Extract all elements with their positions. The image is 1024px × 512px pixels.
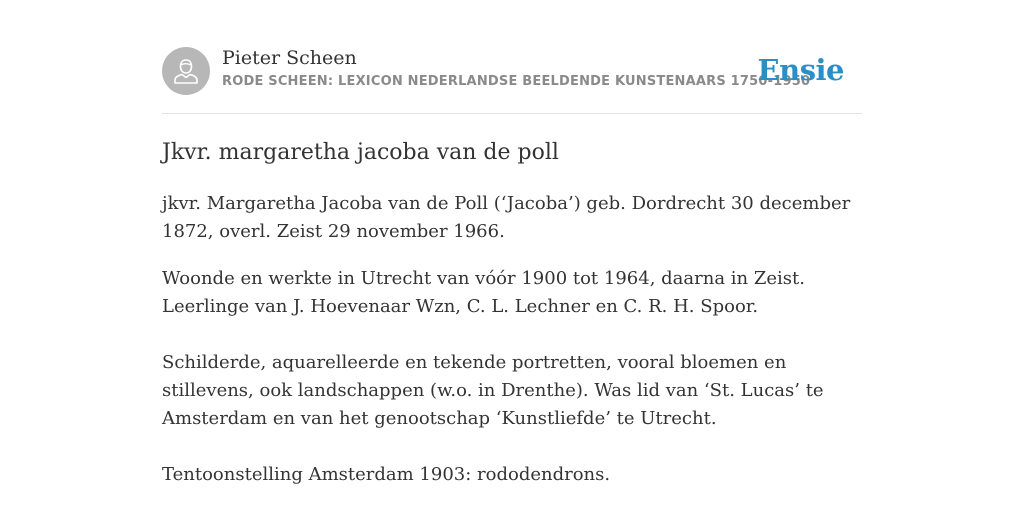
article-paragraph: Tentoonstelling Amsterdam 1903: rododendrons. [162, 464, 611, 485]
article-body [162, 190, 862, 508]
article-paragraph: Woonde en werkte in Utrecht van vóór 1900 tot 1964, daarna in Zeist. Leerlinge van J. Hoevenaar Wzn, C. L. Lechner en C. R. H. Spoor. [162, 268, 805, 317]
article-title: Jkvr. margaretha jacoba van de poll [162, 140, 559, 165]
article-paragraph: Schilderde, aquarelleerde en tekende portretten, vooral bloemen en stillevens, ook landschappen (w.o. in Drenthe). Was lid van ‘St. Lucas’ te Amsterdam en van het genootschap ‘Kunstliefde’ te Utrecht. [162, 352, 824, 429]
header-divider [162, 113, 862, 114]
avatar[interactable] [162, 47, 210, 95]
article-header [162, 46, 862, 96]
source-label[interactable]: RODE SCHEEN: LEXICON NEDERLANDSE BEELDENDE KUNSTENAARS 1750-1950 [222, 74, 811, 89]
user-icon [173, 57, 199, 85]
article-paragraph: jkvr. Margaretha Jacoba van de Poll (‘Jacoba’) geb. Dordrecht 30 december 1872, overl. Zeist 29 november 1966. [162, 193, 851, 242]
author-name[interactable]: Pieter Scheen [222, 47, 357, 69]
ensie-logo[interactable]: Ensie [757, 53, 844, 87]
